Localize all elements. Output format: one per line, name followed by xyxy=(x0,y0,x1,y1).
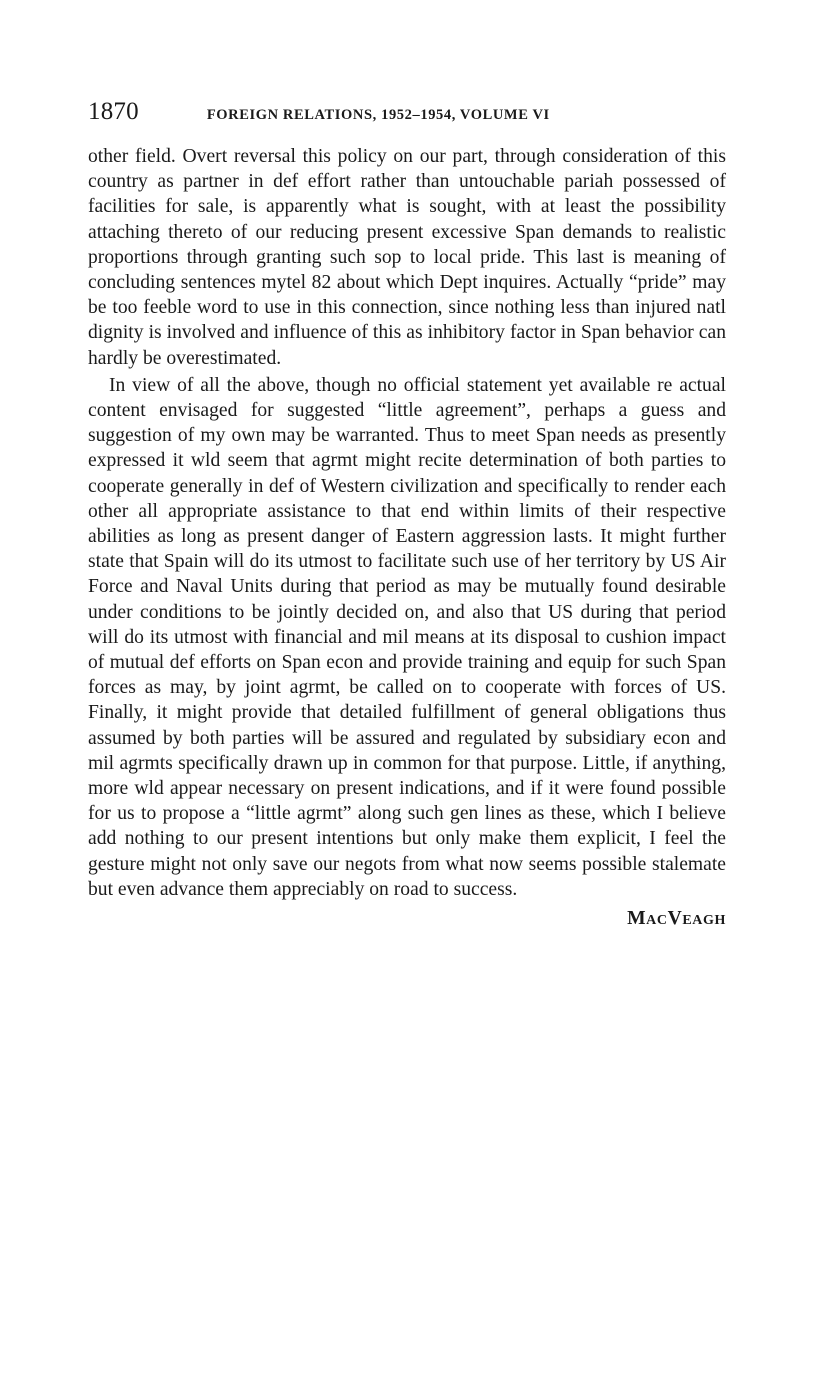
page-number: 1870 xyxy=(88,98,139,125)
running-title: FOREIGN RELATIONS, 1952–1954, VOLUME VI xyxy=(206,107,550,123)
document-page xyxy=(88,98,726,930)
paragraph: In view of all the above, though no official statement yet available re actual content envisaged for suggested “little agreement”, perhaps a guess and suggestion of my own may be warranted. Thus to meet Span needs as presently expressed it wld seem that agrmt might recite determination of both parties to cooperate generally in def of Western civilization and specifically to render each other all appropriate assistance to that end within limits of their respective abilities as long as present danger of Eastern aggression lasts. It might further state that Spain will do its utmost to facilitate such use of her territory by US Air Force and Naval Units during that period as may be mutually found desirable under conditions to be jointly decided on, and also that US during that period will do its utmost with financial and mil means at its disposal to cushion impact of mutual def efforts on Span econ and provide training and equip for such Span forces as may, by joint agrmt, be called on to cooperate with forces of US. Finally, it might provide that detailed fulfillment of general obligations thus assumed by both parties will be assured and regulated by subsidiary econ and mil agrmts specifically drawn up in common for that purpose. Little, if anything, more wld appear necessary on present indications, and if it were found possible for us to propose a “little agrmt” along such gen lines as these, which I believe add nothing to our present intentions but only make them explicit, I feel the gesture might not only save our negots from what now seems possible stalemate but even advance them appreciably on road to success. xyxy=(88,374,726,900)
running-header xyxy=(88,98,726,132)
paragraph-continued: other field. Overt reversal this policy on our part, through consideration of this country as partner in def effort rather than untouchable pariah possessed of facilities for sale, is apparently what is sought, with at least the possibility attaching thereto of our reducing present excessive Span demands to realistic proportions through granting such sop to local pride. This last is meaning of concluding sentences mytel 82 about which Dept inquires. Actually “pride” may be too feeble word to use in this connection, since nothing less than injured natl dignity is involved and influence of this as inhibitory factor in Span behavior can hardly be overestimated. xyxy=(88,146,726,369)
signature: MacVeagh xyxy=(627,908,726,930)
document-body xyxy=(88,144,726,902)
